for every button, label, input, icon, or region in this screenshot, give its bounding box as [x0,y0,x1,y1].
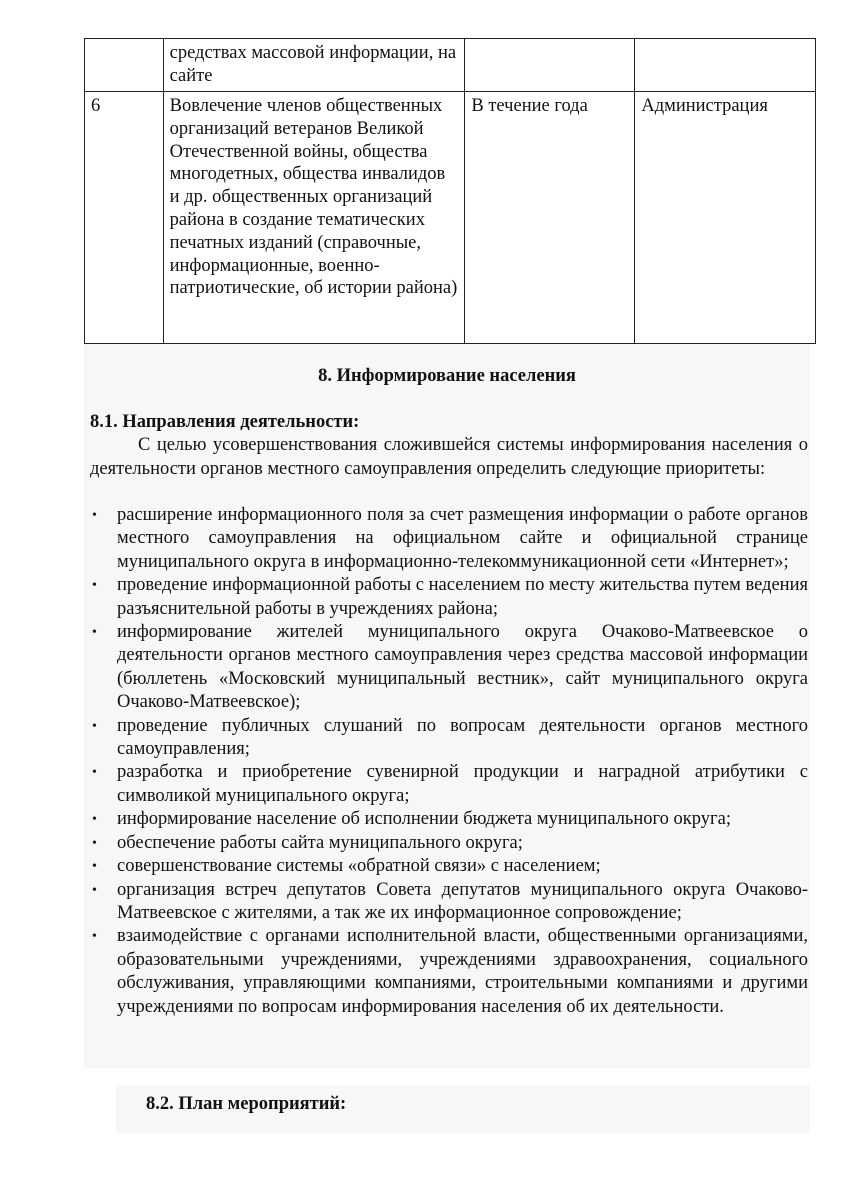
list-item-text: информирование население об исполнении бюджета муниципального округа; [117,809,731,830]
bullet-icon: • [92,578,97,594]
section-heading: 8. Информирование населения [318,366,576,386]
subsection-heading: 8.1. Направления деятельности: [90,412,360,432]
bullet-icon: • [92,859,97,875]
row-number-cell [85,39,164,92]
term-cell [465,39,635,92]
list-item [90,621,808,715]
responsible-cell: Администрация [635,92,816,344]
list-item-text: разработка и приобретение сувенирной продукции и наградной атрибутики с символикой муниципального округа; [117,762,808,806]
list-item [90,574,808,621]
bullet-icon: • [92,625,97,641]
list-item [90,504,808,574]
bullet-icon: • [92,812,97,828]
list-item [90,761,808,808]
bullet-icon: • [92,882,97,898]
list-item-text: совершенствование системы «обратной связи» с населением; [117,856,601,877]
bullet-icon: • [92,835,97,851]
list-item [90,808,808,831]
activity-cell: Вовлечение членов общественных организаций ветеранов Великой Отечественной войны, общества многодетных, общества инвалидов и др. общественных организаций района в создание тематических печатных изданий (справочные, информационные, военно-патриотические, об истории района) [163,92,465,344]
row-number-cell: 6 [85,92,164,344]
list-item-text: расширение информационного поля за счет размещения информации о работе органов местного самоуправления на официальном сайте и официальной странице муниципального округа в информационно-телекоммуникационной сети «Интернет»; [117,505,808,572]
list-item-text: взаимодействие с органами исполнительной власти, общественными организациями, образовательными учреждениями, учреждениями здравоохранения, социального обслуживания, управляющими компаниями, строительными компаниями и другими учреждениями по вопросам информирования населения об их деятельности. [117,926,808,1017]
term-cell: В течение года [465,92,635,344]
priorities-list [90,504,808,1019]
list-item [90,925,808,1019]
list-item [90,855,808,878]
table-row [85,92,816,344]
bullet-icon: • [92,929,97,945]
list-item [90,879,808,926]
activities-table [84,38,816,344]
bullet-icon: • [92,765,97,781]
bullet-icon: • [92,508,97,523]
responsible-cell [635,39,816,92]
list-item-text: обеспечение работы сайта муниципального округа; [117,832,523,853]
list-item-text: проведение информационной работы с населением по месту жительства путем ведения разъяснительной работы в учреждениях района; [117,575,808,619]
list-item-text: проведение публичных слушаний по вопросам деятельности органов местного самоуправления; [117,715,808,760]
bullet-icon: • [92,718,97,734]
intro-paragraph: С целью усовершенствования сложившейся системы информирования населения о деятельности органов местного самоуправления определить следующие приоритеты: [90,435,808,479]
list-item-text: организация встреч депутатов Совета депутатов муниципального округа Очаково-Матвеевское с жителями, а так же их информационное сопровождение; [117,879,808,923]
list-item [90,832,808,855]
activity-cell: средствах массовой информации, на сайте [163,39,465,92]
list-item [90,715,808,762]
plan-heading: 8.2. План мероприятий: [146,1094,347,1114]
table-row [85,39,816,92]
list-item-text: информирование жителей муниципального округа Очаково-Матвеевское о деятельности органов местного самоуправления через средства массовой информации (бюллетень «Московский муниципальный вестник», сайт муниципального округа Очаково-Матвеевское); [117,622,808,713]
